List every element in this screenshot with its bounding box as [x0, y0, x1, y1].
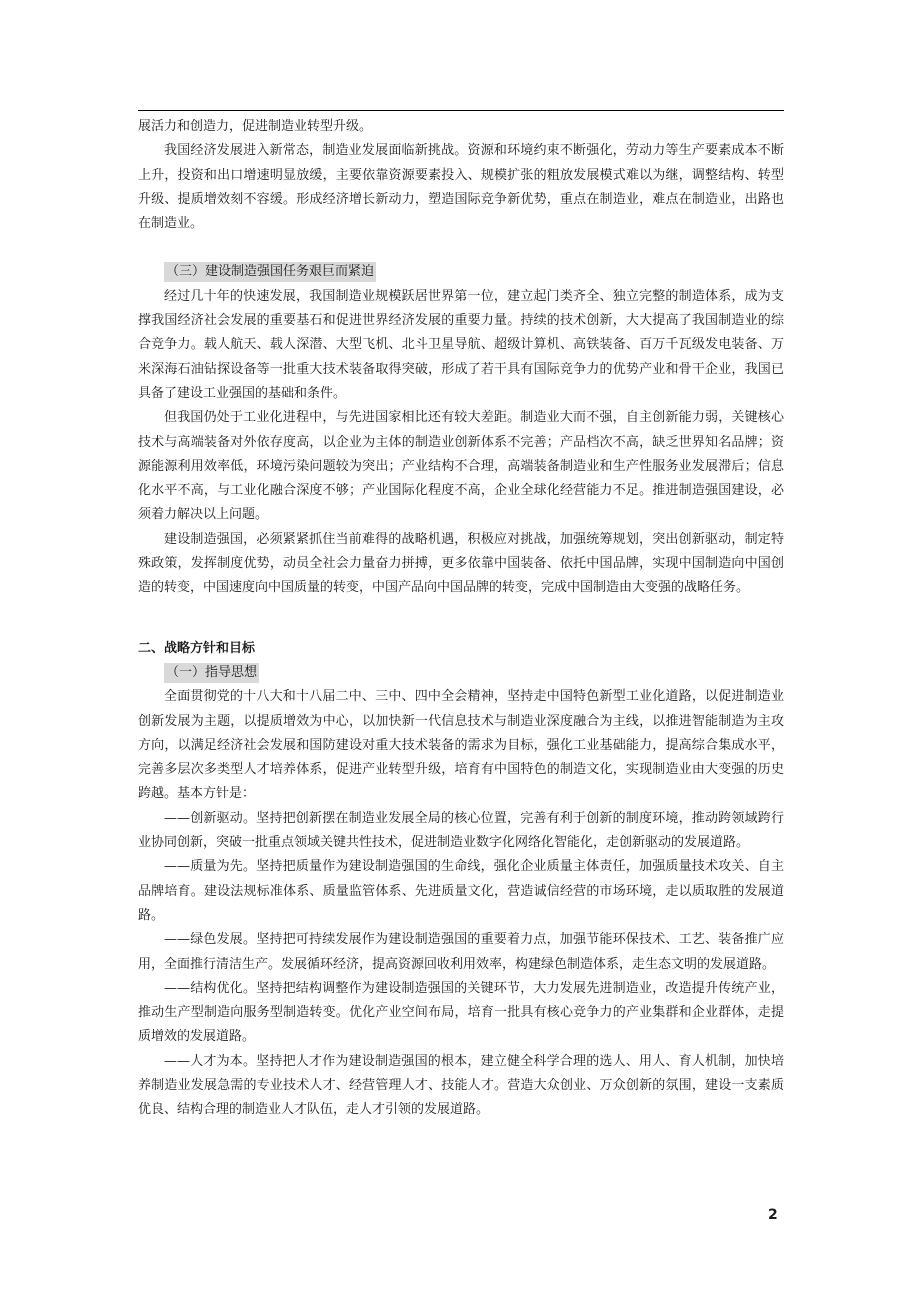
subsection-heading-3: （三）建设制造强国任务艰巨而紧迫 — [164, 262, 376, 282]
paragraph-new-normal: 我国经济发展进入新常态，制造业发展面临新挑战。资源和环境约束不断强化，劳动力等生产要素成本不断上升，投资和出口增速明显放缓，主要依靠资源要素投入、规模扩张的粗放发展模式难以为继，调整结构、转型升级、提质增效刻不容缓。形成经济增长新动力，塑造国际竞争新优势，重点在制造业，难点在制造业，出路也在制造业。 — [138, 143, 784, 232]
header-rule — [138, 110, 784, 111]
paragraph-guiding-ideology: 全面贯彻党的十八大和十八届二中、三中、四中全会精神，坚持走中国特色新型工业化道路，以促进制造业创新发展为主题，以提质增效为中心，以加快新一代信息技术与制造业深度融合为主线，以推进智能制造为主攻方向，以满足经济社会发展和国防建设对重大技术装备的需求为目标，强化工业基础能力，提高综合集成水平，完善多层次多类型人才培养体系，促进产业转型升级，培育有中国特色的制造文化，实现制造业由大变强的历史跨越。基本方针是： — [138, 689, 784, 802]
paragraph-talent: ——人才为本。坚持把人才作为建设制造强国的根本，建立健全科学合理的选人、用人、育人机制，加快培养制造业发展急需的专业技术人才、经营管理人才、技能人才。营造大众创业、万众创新的氛围，建设一支素质优良、结构合理的制造业人才队伍，走人才引领的发展道路。 — [138, 1053, 784, 1118]
document-body — [138, 115, 784, 1123]
page-number: 2 — [768, 1207, 778, 1223]
paragraph-innovation: ——创新驱动。坚持把创新摆在制造业发展全局的核心位置，完善有利于创新的制度环境，推动跨领域跨行业协同创新，突破一批重点领域关键共性技术，促进制造业数字化网络化智能化，走创新驱动的发展道路。 — [138, 810, 784, 851]
paragraph-quality: ——质量为先。坚持把质量作为建设制造强国的生命线，强化企业质量主体责任，加强质量技术攻关、自主品牌培育。建设法规标准体系、质量监管体系、先进质量文化，营造诚信经营的市场环境，走以质取胜的发展道路。 — [138, 859, 784, 923]
paragraph-achievements: 经过几十年的快速发展，我国制造业规模跃居世界第一位，建立起门类齐全、独立完整的制造体系，成为支撑我国经济社会发展的重要基石和促进世界经济发展的重要力量。持续的技术创新，大大提高了我国制造业的综合竞争力。载人航天、载人深潜、大型飞机、北斗卫星导航、超级计算机、高铁装备、百万千瓦级发电装备、万米深海石油钻探设备等一批重大技术装备取得突破，形成了若干具有国际竞争力的优势产业和骨干企业，我国已具备了建设工业强国的基础和条件。 — [138, 288, 784, 401]
paragraph-gaps: 但我国仍处于工业化进程中，与先进国家相比还有较大差距。制造业大而不强，自主创新能力弱，关键核心技术与高端装备对外依存度高，以企业为主体的制造业创新体系不完善；产品档次不高，缺乏世界知名品牌；资源能源利用效率低，环境污染问题较为突出；产业结构不合理，高端装备制造业和生产性服务业发展滞后；信息化水平不高，与工业化融合深度不够；产业国际化程度不高，企业全球化经营能力不足。推进制造强国建设，必须着力解决以上问题。 — [138, 410, 784, 523]
subsection-heading-1: （一）指导思想 — [164, 663, 259, 683]
paragraph-structure: ——结构优化。坚持把结构调整作为建设制造强国的关键环节，大力发展先进制造业，改造提升传统产业，推动生产型制造向服务型制造转变。优化产业空间布局，培育一批具有核心竞争力的产业集群和企业群体，走提质增效的发展道路。 — [138, 980, 784, 1045]
section-heading-2: 二、战略方针和目标 — [138, 640, 256, 656]
paragraph-strategy: 建设制造强国，必须紧紧抓住当前难得的战略机遇，积极应对挑战，加强统筹规划，突出创新驱动，制定特殊政策，发挥制度优势，动员全社会力量奋力拼搏，更多依靠中国装备、依托中国品牌，实现中国制造向中国创造的转变，中国速度向中国质量的转变，中国产品向中国品牌的转变，完成中国制造由大变强的战略任务。 — [138, 531, 784, 596]
paragraph-continuation: 展活力和创造力，促进制造业转型升级。 — [138, 119, 373, 134]
paragraph-green: ——绿色发展。坚持把可持续发展作为建设制造强国的重要着力点，加强节能环保技术、工艺、装备推广应用，全面推行清洁生产。发展循环经济，提高资源回收利用效率，构建绿色制造体系，走生态文明的发展道路。 — [138, 932, 784, 972]
